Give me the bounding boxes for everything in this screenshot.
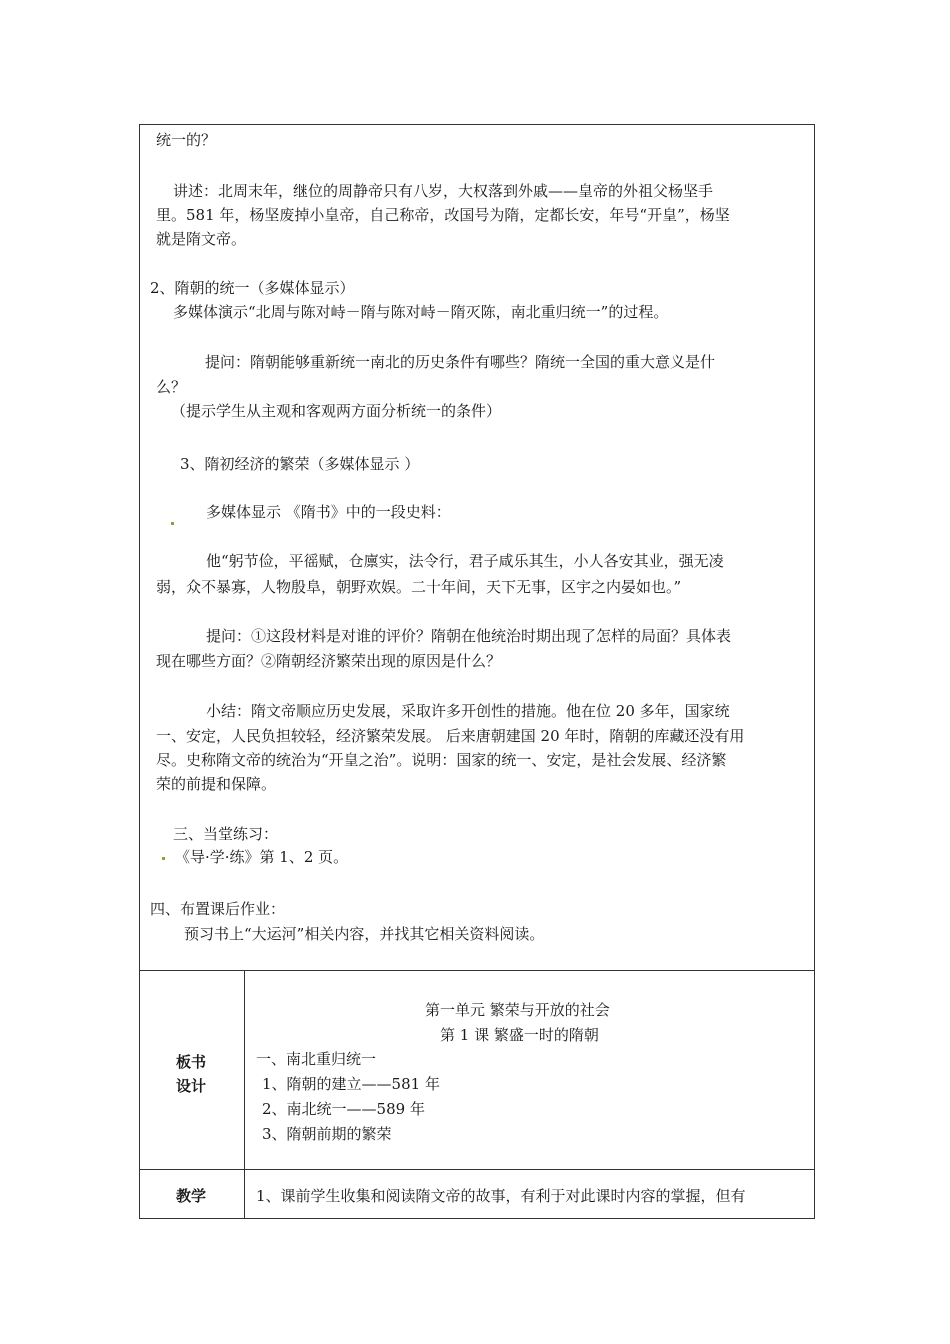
paragraph-question-2: 提问：①这段材料是对谁的评价？隋朝在他统治时期出现了怎样的局面？具体表 [206,627,732,645]
paragraph-lecture: 里。581 年，杨坚废掉小皇帝，自己称帝，改国号为隋，定都长安，年号“开皇”，杨坚 [156,206,730,224]
board-outline-item: 一、南北重归统一 [256,1050,377,1068]
paragraph-intro-end: 统一的？ [156,131,217,149]
paragraph-hint: （提示学生从主观和客观两方面分析统一的条件） [171,402,502,420]
row-divider-board [139,970,815,971]
paragraph-question-2: 现在哪些方面？②隋朝经济繁荣出现的原因是什么？ [156,652,502,670]
paragraph-lecture: 就是隋文帝。 [156,230,247,248]
table-border-top [139,124,815,125]
reflection-label: 教学 [176,1187,207,1205]
paragraph-question-1: 么？ [156,378,187,396]
paragraph-homework: 预习书上“大运河”相关内容，并找其它相关资料阅读。 [184,925,545,943]
table-border-bottom [139,1218,815,1219]
heading-economy: 3、隋初经济的繁荣（多媒体显示 ） [180,455,420,473]
paragraph-summary: 小结：隋文帝顺应历史发展，采取许多开创性的措施。他在位 20 多年，国家统 [206,702,730,720]
table-border-right [814,124,815,1219]
paragraph-multimedia-show: 多媒体显示 《隋书》中的一段史料： [206,503,451,521]
heading-unification: 2、隋朝的统一（多媒体显示） [150,279,355,297]
board-label: 板书 [176,1053,207,1071]
board-unit-title: 第一单元 繁荣与开放的社会 [425,1001,610,1019]
heading-homework: 四、布置课后作业： [150,900,286,918]
paragraph-multimedia-demo: 多媒体演示“北周与陈对峙－隋与陈对峙－隋灭陈，南北重归统一”的过程。 [173,303,669,321]
board-lesson-title: 第 1 课 繁盛一时的隋朝 [440,1026,599,1044]
paragraph-lecture: 讲述：北周末年，继位的周静帝只有八岁，大权落到外戚——皇帝的外祖父杨坚手 [173,182,714,200]
heading-practice: 三、当堂练习： [173,825,279,843]
column-divider [244,970,245,1219]
board-outline-item: 1、隋朝的建立——581 年 [262,1075,440,1093]
board-label: 设计 [176,1077,207,1095]
reflection-text: 1、课前学生收集和阅读隋文帝的故事，有利于对此课时内容的掌握，但有 [256,1187,746,1205]
paragraph-summary: 荣的前提和保障。 [156,775,277,793]
margin-mark [162,857,165,860]
table-border-left [139,124,140,1219]
margin-mark [171,522,174,525]
row-divider-reflection [139,1169,815,1170]
board-outline-item: 2、南北统一——589 年 [262,1100,425,1118]
board-outline-item: 3、隋朝前期的繁荣 [262,1125,392,1143]
paragraph-summary: 尽。史称隋文帝的统治为“开皇之治”。说明：国家的统一、安定，是社会发展、经济繁 [156,751,727,769]
paragraph-quote: 弱，众不暴寡，人物殷阜，朝野欢娱。二十年间，天下无事，区宇之内晏如也。” [156,578,682,596]
paragraph-practice: 《导·学·练》第 1、2 页。 [175,848,349,866]
paragraph-question-1: 提问：隋朝能够重新统一南北的历史条件有哪些？隋统一全国的重大意义是什 [205,353,716,371]
paragraph-quote: 他“躬节俭，平徭赋，仓廪实，法令行，君子咸乐其生，小人各安其业，强无凌 [206,552,724,570]
paragraph-summary: 一、安定，人民负担较轻，经济繁荣发展。 后来唐朝建国 20 年时，隋朝的库藏还没有用 [156,727,745,745]
